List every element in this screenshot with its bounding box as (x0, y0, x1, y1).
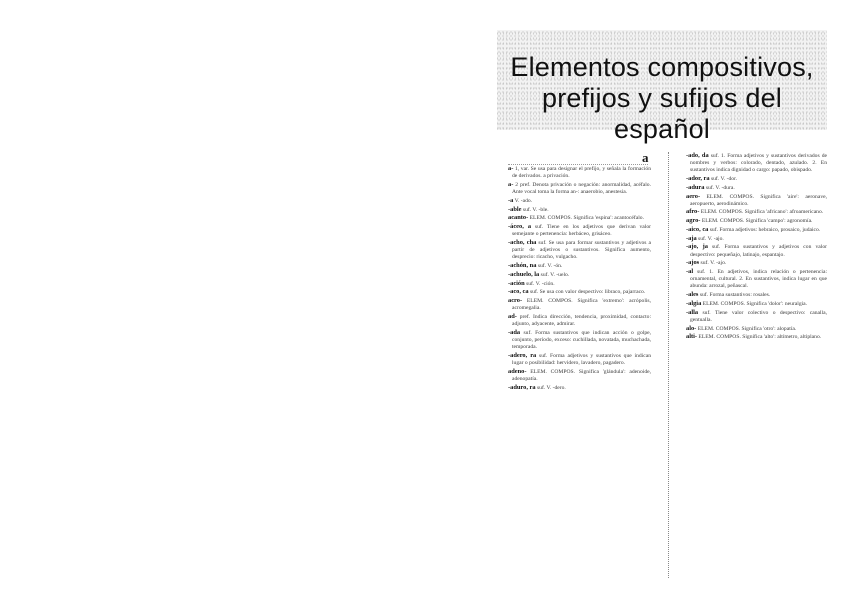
entry-headword: -achón, na (508, 262, 537, 270)
dictionary-entry (508, 223, 651, 238)
entry-headword: -aja (686, 234, 697, 242)
entry-definition: suf. Forma sustantivos y adjetivos con valor despectivo: pequeñajo, latinajo, espantajo. (690, 244, 827, 258)
dictionary-entry (686, 152, 827, 174)
entry-definition: suf. Forma adjetivos: hebraico, prosaico, judaico. (708, 226, 821, 233)
entry-definition: suf. V. -ble. (521, 206, 549, 213)
dictionary-entry (686, 291, 827, 299)
dictionary-entry (686, 175, 827, 183)
entry-headword: afro- (686, 208, 700, 216)
entry-headword: -al (686, 268, 694, 276)
dictionary-entry (508, 352, 651, 367)
dictionary-entry (686, 309, 827, 324)
right-column (686, 152, 827, 342)
entry-definition: suf. Se usa con valor despectivo: libraco, pajarraco. (528, 289, 646, 296)
page-title (497, 52, 827, 145)
title-line-1: Elementos compositivos, (510, 52, 814, 82)
entry-headword: -ada (508, 328, 521, 336)
entry-definition: suf. Tiene valor colectivo o despectivo: canalla, gentualla. (690, 309, 827, 323)
entry-definition: suf. V. -ción. (524, 280, 555, 287)
entry-headword: alti- (686, 333, 698, 341)
dictionary-entry (508, 280, 651, 288)
entry-headword: -ado, da (686, 152, 709, 159)
dictionary-entry (508, 329, 651, 351)
entry-headword: -ajo, ja (686, 243, 708, 251)
dictionary-entry (508, 297, 651, 312)
entry-definition: suf. V. -ajo. (699, 260, 727, 267)
entry-headword: alo- (686, 324, 697, 332)
dictionary-entry (508, 368, 651, 383)
entry-headword: -adura (686, 183, 705, 191)
entry-definition: ELEM. COMPOS. Significa 'extremo': acrópolis, acromegalia. (512, 298, 651, 312)
entry-headword: a- (508, 165, 514, 172)
dictionary-entry (508, 214, 651, 222)
dictionary-entry (686, 193, 827, 208)
dictionary-entry (686, 268, 827, 290)
dictionary-entry (686, 325, 827, 333)
entry-definition: ELEM. COMPOS. Significa 'aire': aeronave, aeropuerto, aerodinámico. (690, 193, 827, 207)
entry-definition: pref. Indica dirección, tendencia, proximidad, contacto: adjunto, adyacente, admirar. (512, 313, 651, 328)
entry-headword: -aduro, ra (508, 383, 536, 391)
entry-definition: ELEM. COMPOS. Significa 'glándula': adenoide, adenopatía. (512, 368, 651, 382)
dictionary-entry (508, 239, 651, 261)
entry-headword: -ales (686, 291, 699, 299)
dictionary-entry (508, 165, 651, 180)
entry-definition: V. -ado. (513, 197, 533, 204)
column-divider (668, 152, 669, 578)
entry-headword: -acho, cha (508, 238, 537, 246)
dictionary-entry (508, 271, 651, 279)
entry-headword: -alla (686, 308, 699, 316)
entry-definition: 2 pref. Denota privación o negación: anormalidad, acéfalo. Ante vocal toma la forma an-: anaerobio, anestesia. (512, 181, 651, 196)
dictionary-entry (508, 206, 651, 214)
entry-headword: aero- (686, 192, 701, 200)
entry-headword: -ajos (686, 259, 700, 267)
entry-headword: -algia (686, 299, 702, 307)
entry-headword: -ador, ra (686, 175, 710, 183)
entry-definition: suf. V. -ajo. (696, 235, 724, 242)
entry-definition: ELEM. COMPOS. Significa 'africano': afroamericano. (699, 209, 824, 216)
entry-definition: suf. 1. Forma adjetivos y sustantivos derivados de nombres y verbos: colorado, dentado, azulado. 2. En sustantivos indica dignidad o cargo: papado, obispado. (690, 153, 827, 174)
dictionary-entry (686, 259, 827, 267)
entry-headword: -ación (508, 279, 525, 287)
dictionary-entry (508, 262, 651, 270)
entry-headword: ad- (508, 312, 517, 320)
entry-definition: suf. V. -dor. (709, 176, 738, 183)
dictionary-entry (508, 384, 651, 392)
dictionary-entry (686, 184, 827, 192)
dictionary-entry (686, 243, 827, 258)
entry-definition: ELEM. COMPOS. Significa 'dolor': neuralgia. (701, 300, 808, 307)
dictionary-entry (686, 300, 827, 308)
entry-headword: a- (508, 180, 514, 188)
left-column (508, 165, 651, 392)
title-line-2: prefijos y sufijos del español (541, 83, 782, 144)
entry-headword: -achuelo, la (508, 270, 540, 278)
entry-definition: 1, var. Se usa para designar el prefijo, y señala la formación de derivados. a privación. (512, 166, 651, 180)
dictionary-entry (508, 181, 651, 196)
entry-headword: -áceo, a (508, 223, 532, 231)
entry-definition: suf. Se usa para formar sustantivos y adjetivos a partir de adjetivos o sustantivos. Significa aumento, desprecio: ricacho, vulgacho. (512, 239, 651, 261)
entry-definition: suf. Forma adjetivos y sustantivos que indican lugar o posibilidad: hervidero, lavadero, pagadero. (512, 352, 651, 367)
entry-headword: acro- (508, 297, 523, 305)
entry-definition: ELEM. COMPOS. Significa 'alto': altímetro, altiplano. (697, 334, 822, 341)
dictionary-entry (686, 333, 827, 341)
entry-headword: -aco, ca (508, 288, 529, 296)
dictionary-entry (686, 235, 827, 243)
entry-headword: acanto- (508, 214, 529, 222)
entry-definition: suf. V. -dero. (535, 384, 566, 391)
entry-headword: agro- (686, 217, 701, 225)
dictionary-entry (686, 226, 827, 234)
entry-definition: suf. 1. En adjetivos, indica relación o pertenencia: ornamental, cultural. 2. En sustantivos, indica lugar en que abunda: arrozal, peñascal. (690, 269, 827, 290)
entry-headword: -aico, ca (686, 225, 709, 233)
section-letter: a (642, 150, 649, 165)
entry-definition: suf. Forma sustantivos que indican acción o golpe, conjunto, período, exceso: cuchillada, novatada, muchachada, temporada. (512, 329, 651, 351)
dictionary-entry (686, 217, 827, 225)
entry-definition: suf. V. -dura. (704, 184, 735, 191)
entry-definition: ELEM. COMPOS. Significa 'otro': alopatía. (696, 325, 797, 332)
dictionary-entry (686, 208, 827, 216)
entry-definition: suf. Forma sustantivos: rosales. (698, 292, 771, 299)
entry-definition: suf. V. -ón. (536, 263, 563, 270)
entry-definition: ELEM. COMPOS. Significa 'espina': acantocéfalo. (528, 215, 644, 222)
entry-definition: suf. Tiene en los adjetivos que derivan valor semejante o pertenencia: herbáceo, grisáceo. (512, 224, 651, 238)
entry-headword: adeno- (508, 367, 527, 375)
dictionary-entry (508, 288, 651, 296)
entry-headword: -adero, ra (508, 351, 537, 359)
entry-definition: ELEM. COMPOS. Significa 'campo': agronomía. (700, 218, 813, 225)
entry-definition: suf. V. -uelo. (539, 271, 570, 278)
dictionary-entry (508, 313, 651, 328)
entry-headword: -able (508, 205, 522, 213)
dictionary-entry (508, 197, 651, 205)
entry-headword: -a (508, 196, 514, 204)
